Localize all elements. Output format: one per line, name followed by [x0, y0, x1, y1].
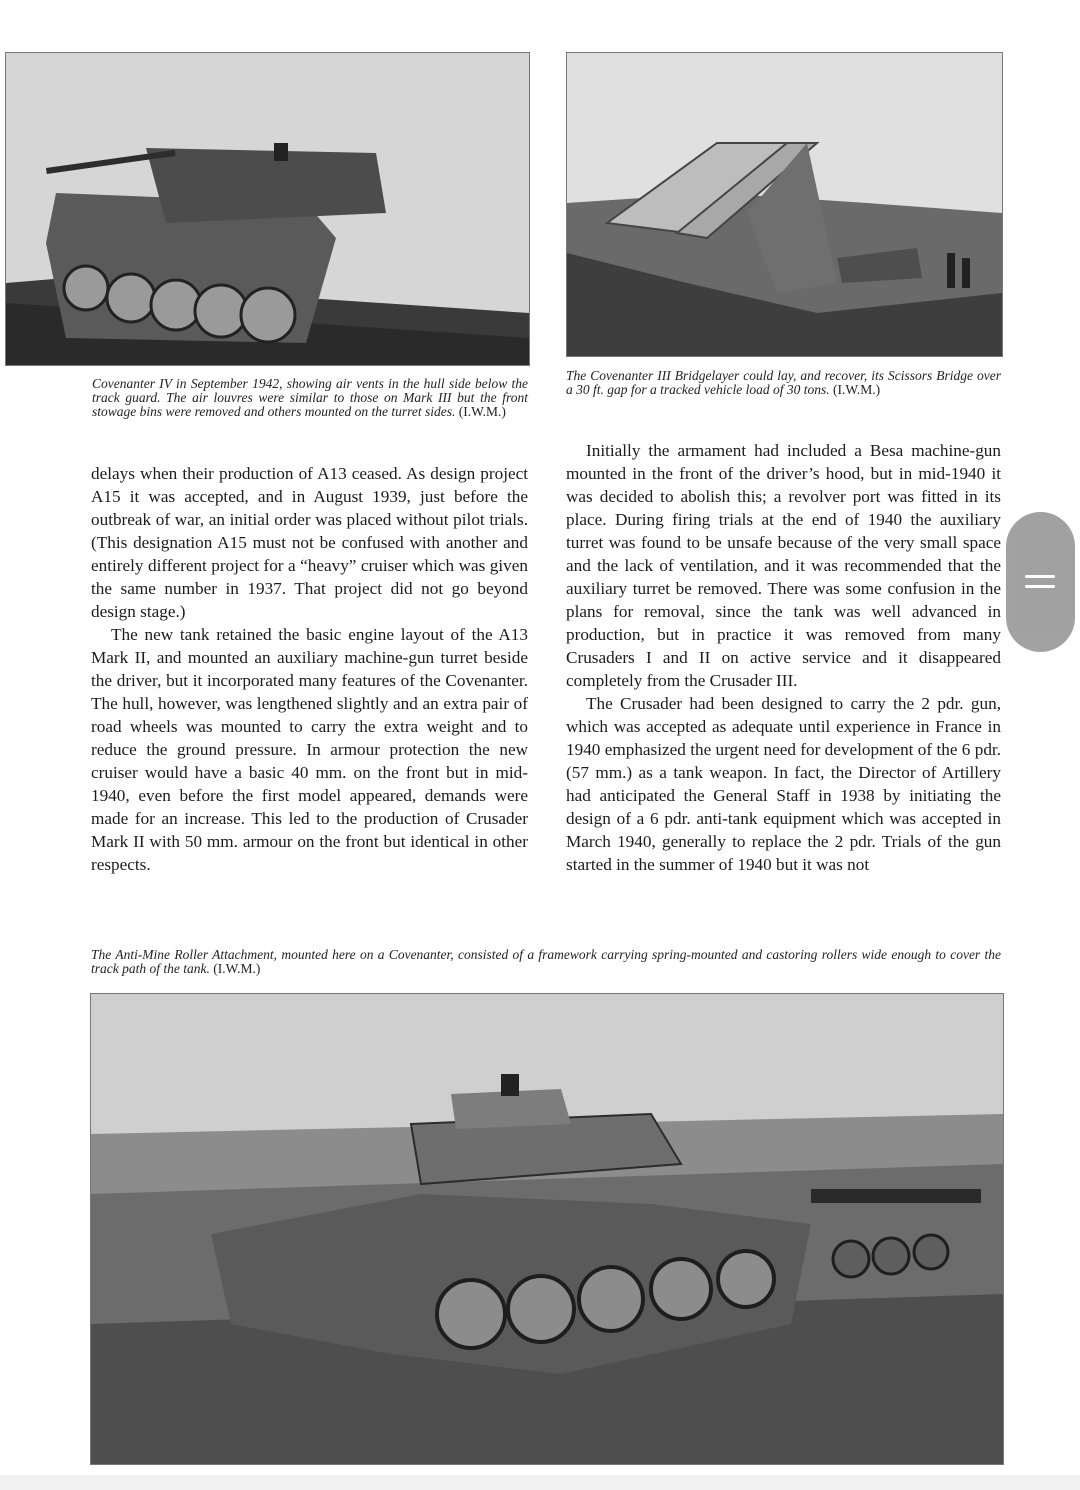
caption-top-right: The Covenanter III Bridgelayer could lay, and recover, its Scissors Bridge over a 30 ft. gap for a tracked vehicle load of 30 tons. (I.W.M.): [566, 368, 1001, 397]
photo-bridgelayer: [566, 52, 1003, 357]
scroll-handle-grip-bar: [1025, 585, 1055, 588]
paragraph: delays when their production of A13 ceased. As design project A15 it was accepted, and in August 1939, just before the outbreak of war, an initial order was placed without pilot trials. (This designation A15 must not be confused with another and entirely different project for a “heavy” cruiser which was given the same number in 1937. That project did not go beyond design stage.): [91, 464, 528, 621]
caption-credit: (I.W.M.): [458, 404, 506, 419]
paragraph: Initially the armament had included a Besa machine-gun mounted in the front of the driver’s hood, but in mid-1940 it was decided to abolish this; a revolver port was fitted in its place. During firing trials at the end of 1940 the auxiliary turret was found to be unsafe because of the very small space and the lack of ventilation, and it was recommended that the auxiliary turret be removed. There was some confusion in the plans for removal, since the tank was well advanced in production, but in practice it was removed from many Crusaders I and II on active service and it disappeared completely from the Crusader III.: [566, 441, 1001, 690]
anti-mine-roller-photo-illustration: [91, 994, 1003, 1464]
photo-covenanter-iv: [5, 52, 530, 366]
photo-anti-mine-roller: [90, 993, 1004, 1465]
paragraph: The new tank retained the basic engine layout of the A13 Mark II, and mounted an auxiliary machine-gun turret beside the driver, but it incorporated many features of the Covenanter. The hull, however, was lengthened slightly and an extra pair of road wheels was mounted to carry the extra weight and to reduce the ground pressure. In armour protection the new cruiser would have a basic 40 mm. on the front but in mid-1940, even before the first model appeared, demands were made for an increase. This led to the production of Crusader Mark II with 50 mm. armour on the front but identical in other respects.: [91, 625, 528, 874]
scroll-handle-grip-bar: [1025, 575, 1055, 578]
scroll-handle[interactable]: [1006, 512, 1075, 652]
caption-top-left: Covenanter IV in September 1942, showing air vents in the hull side below the track guard. The air louvres were similar to those on Mark III but the front stowage bins were removed and others mounted on the turret sides. (I.W.M.): [92, 376, 528, 419]
caption-bottom: The Anti-Mine Roller Attachment, mounted here on a Covenanter, consisted of a framework carrying spring-mounted and castoring rollers wide enough to cover the track path of the tank. (I.W.M.): [91, 947, 1001, 976]
paragraph: The Crusader had been designed to carry the 2 pdr. gun, which was accepted as adequate until experience in France in 1940 emphasized the urgent need for development of the 6 pdr. (57 mm.) as a tank weapon. In fact, the Director of Artillery had anticipated the General Staff in 1938 by initiating the design of a 6 pdr. anti-tank equipment which was accepted in March 1940, generally to replace the 2 pdr. Trials of the gun started in the summer of 1940 but it was not: [566, 694, 1001, 874]
caption-credit: (I.W.M.): [832, 382, 881, 397]
text-column-right: [566, 439, 1001, 876]
tank-photo-illustration: [6, 53, 529, 365]
viewer-bottom-strip: [0, 1475, 1080, 1490]
bridgelayer-photo-illustration: [567, 53, 1002, 356]
caption-credit: (I.W.M.): [213, 961, 261, 976]
text-column-left: [91, 462, 528, 876]
